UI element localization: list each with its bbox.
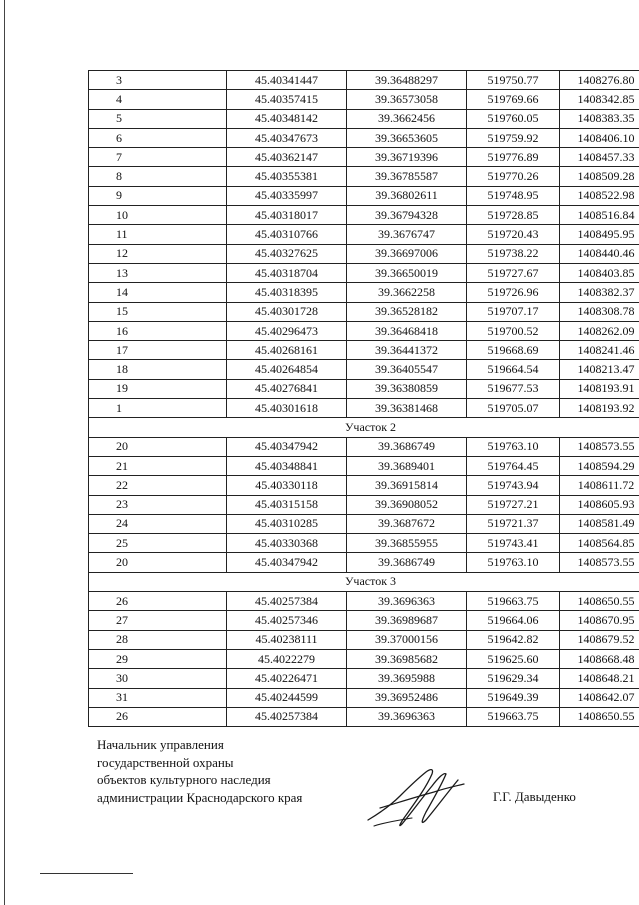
longitude-cell: 39.3686749 [347, 553, 467, 572]
latitude-cell: 45.40315158 [227, 495, 347, 514]
latitude-cell: 45.40330118 [227, 476, 347, 495]
longitude-cell: 39.36952486 [347, 688, 467, 707]
table-row [89, 225, 639, 244]
x-coordinate-cell: 519664.54 [467, 360, 560, 379]
point-number-cell: 12 [89, 244, 227, 263]
latitude-cell: 45.40301618 [227, 399, 347, 418]
x-coordinate-cell: 519663.75 [467, 592, 560, 611]
latitude-cell: 45.40257384 [227, 707, 347, 726]
table-row [89, 534, 639, 553]
table-row [89, 495, 639, 514]
y-coordinate-cell: 1408457.33 [560, 148, 639, 167]
y-coordinate-cell: 1408650.55 [560, 592, 639, 611]
position-line-3: объектов культурного наследия [97, 772, 271, 787]
y-coordinate-cell: 1408648.21 [560, 669, 639, 688]
point-number-cell: 11 [89, 225, 227, 244]
latitude-cell: 45.40310766 [227, 225, 347, 244]
x-coordinate-cell: 519642.82 [467, 630, 560, 649]
x-coordinate-cell: 519743.94 [467, 476, 560, 495]
point-number-cell: 13 [89, 263, 227, 282]
longitude-cell: 39.36794328 [347, 206, 467, 225]
latitude-cell: 45.40348142 [227, 109, 347, 128]
y-coordinate-cell: 1408573.55 [560, 437, 639, 456]
y-coordinate-cell: 1408276.80 [560, 71, 639, 90]
point-number-cell: 29 [89, 649, 227, 668]
longitude-cell: 39.36468418 [347, 321, 467, 340]
latitude-cell: 45.40238111 [227, 630, 347, 649]
x-coordinate-cell: 519763.10 [467, 437, 560, 456]
point-number-cell: 4 [89, 90, 227, 109]
table-row [89, 514, 639, 533]
x-coordinate-cell: 519769.66 [467, 90, 560, 109]
point-number-cell: 14 [89, 283, 227, 302]
point-number-cell: 5 [89, 109, 227, 128]
x-coordinate-cell: 519760.05 [467, 109, 560, 128]
x-coordinate-cell: 519649.39 [467, 688, 560, 707]
point-number-cell: 28 [89, 630, 227, 649]
longitude-cell: 39.3662456 [347, 109, 467, 128]
longitude-cell: 39.36802611 [347, 186, 467, 205]
position-line-4: администрации Краснодарского края [97, 789, 303, 805]
x-coordinate-cell: 519720.43 [467, 225, 560, 244]
y-coordinate-cell: 1408406.10 [560, 128, 639, 147]
table-row [89, 437, 639, 456]
table-row [89, 341, 639, 360]
table-row [89, 244, 639, 263]
latitude-cell: 45.40264854 [227, 360, 347, 379]
point-number-cell: 22 [89, 476, 227, 495]
longitude-cell: 39.36573058 [347, 90, 467, 109]
table-row [89, 109, 639, 128]
point-number-cell: 26 [89, 592, 227, 611]
longitude-cell: 39.3686749 [347, 437, 467, 456]
point-number-cell: 24 [89, 514, 227, 533]
point-number-cell: 8 [89, 167, 227, 186]
x-coordinate-cell: 519759.92 [467, 128, 560, 147]
table-row [89, 302, 639, 321]
x-coordinate-cell: 519707.17 [467, 302, 560, 321]
table-row [89, 128, 639, 147]
table-row [89, 476, 639, 495]
latitude-cell: 45.40347942 [227, 437, 347, 456]
x-coordinate-cell: 519776.89 [467, 148, 560, 167]
table-row [89, 553, 639, 572]
section-label: Участок 2 [89, 418, 639, 437]
longitude-cell: 39.36405547 [347, 360, 467, 379]
y-coordinate-cell: 1408193.91 [560, 379, 639, 398]
latitude-cell: 45.40348841 [227, 456, 347, 475]
x-coordinate-cell: 519728.85 [467, 206, 560, 225]
y-coordinate-cell: 1408581.49 [560, 514, 639, 533]
longitude-cell: 39.36653605 [347, 128, 467, 147]
x-coordinate-cell: 519748.95 [467, 186, 560, 205]
latitude-cell: 45.40355381 [227, 167, 347, 186]
latitude-cell: 45.40357415 [227, 90, 347, 109]
table-row [89, 360, 639, 379]
point-number-cell: 27 [89, 611, 227, 630]
table-row [89, 592, 639, 611]
y-coordinate-cell: 1408650.55 [560, 707, 639, 726]
y-coordinate-cell: 1408509.28 [560, 167, 639, 186]
longitude-cell: 39.36855955 [347, 534, 467, 553]
table-row [89, 71, 639, 90]
y-coordinate-cell: 1408516.84 [560, 206, 639, 225]
longitude-cell: 39.36989687 [347, 611, 467, 630]
point-number-cell: 3 [89, 71, 227, 90]
y-coordinate-cell: 1408668.48 [560, 649, 639, 668]
longitude-cell: 39.36785587 [347, 167, 467, 186]
latitude-cell: 45.40301728 [227, 302, 347, 321]
y-coordinate-cell: 1408403.85 [560, 263, 639, 282]
longitude-cell: 39.3676747 [347, 225, 467, 244]
latitude-cell: 45.40244599 [227, 688, 347, 707]
y-coordinate-cell: 1408213.47 [560, 360, 639, 379]
y-coordinate-cell: 1408342.85 [560, 90, 639, 109]
section-header-row [89, 418, 639, 437]
x-coordinate-cell: 519726.96 [467, 283, 560, 302]
scan-edge-bottom [40, 873, 133, 874]
point-number-cell: 26 [89, 707, 227, 726]
section-header-row [89, 572, 639, 591]
point-number-cell: 7 [89, 148, 227, 167]
table-row [89, 456, 639, 475]
longitude-cell: 39.36441372 [347, 341, 467, 360]
point-number-cell: 20 [89, 437, 227, 456]
y-coordinate-cell: 1408495.95 [560, 225, 639, 244]
x-coordinate-cell: 519663.75 [467, 707, 560, 726]
table-row [89, 649, 639, 668]
x-coordinate-cell: 519727.67 [467, 263, 560, 282]
latitude-cell: 45.40310285 [227, 514, 347, 533]
longitude-cell: 39.3695988 [347, 669, 467, 688]
position-line-1: Начальник управления [97, 737, 224, 752]
table-row [89, 186, 639, 205]
table-row [89, 630, 639, 649]
x-coordinate-cell: 519727.21 [467, 495, 560, 514]
y-coordinate-cell: 1408440.46 [560, 244, 639, 263]
y-coordinate-cell: 1408522.98 [560, 186, 639, 205]
point-number-cell: 15 [89, 302, 227, 321]
y-coordinate-cell: 1408642.07 [560, 688, 639, 707]
latitude-cell: 45.40327625 [227, 244, 347, 263]
signatory-name: Г.Г. Давыденко [493, 789, 576, 804]
table-row [89, 707, 639, 726]
latitude-cell: 45.40335997 [227, 186, 347, 205]
point-number-cell: 10 [89, 206, 227, 225]
longitude-cell: 39.3662258 [347, 283, 467, 302]
x-coordinate-cell: 519764.45 [467, 456, 560, 475]
x-coordinate-cell: 519629.34 [467, 669, 560, 688]
latitude-cell: 45.40268161 [227, 341, 347, 360]
point-number-cell: 31 [89, 688, 227, 707]
coordinates-table [88, 70, 639, 727]
longitude-cell: 39.36985682 [347, 649, 467, 668]
x-coordinate-cell: 519770.26 [467, 167, 560, 186]
x-coordinate-cell: 519625.60 [467, 649, 560, 668]
y-coordinate-cell: 1408670.95 [560, 611, 639, 630]
longitude-cell: 39.36719396 [347, 148, 467, 167]
point-number-cell: 18 [89, 360, 227, 379]
y-coordinate-cell: 1408382.37 [560, 283, 639, 302]
longitude-cell: 39.3689401 [347, 456, 467, 475]
point-number-cell: 9 [89, 186, 227, 205]
x-coordinate-cell: 519763.10 [467, 553, 560, 572]
point-number-cell: 25 [89, 534, 227, 553]
x-coordinate-cell: 519705.07 [467, 399, 560, 418]
table-row [89, 283, 639, 302]
longitude-cell: 39.37000156 [347, 630, 467, 649]
longitude-cell: 39.3696363 [347, 707, 467, 726]
table-row [89, 167, 639, 186]
y-coordinate-cell: 1408383.35 [560, 109, 639, 128]
x-coordinate-cell: 519721.37 [467, 514, 560, 533]
latitude-cell: 45.40347673 [227, 128, 347, 147]
x-coordinate-cell: 519738.22 [467, 244, 560, 263]
table-row [89, 669, 639, 688]
latitude-cell: 45.40318395 [227, 283, 347, 302]
point-number-cell: 30 [89, 669, 227, 688]
longitude-cell: 39.36528182 [347, 302, 467, 321]
longitude-cell: 39.36380859 [347, 379, 467, 398]
table-row [89, 206, 639, 225]
table-row [89, 399, 639, 418]
table-row [89, 90, 639, 109]
y-coordinate-cell: 1408308.78 [560, 302, 639, 321]
scan-edge-left [4, 0, 5, 905]
x-coordinate-cell: 519677.53 [467, 379, 560, 398]
y-coordinate-cell: 1408573.55 [560, 553, 639, 572]
table-row [89, 263, 639, 282]
point-number-cell: 20 [89, 553, 227, 572]
x-coordinate-cell: 519743.41 [467, 534, 560, 553]
latitude-cell: 45.40330368 [227, 534, 347, 553]
y-coordinate-cell: 1408262.09 [560, 321, 639, 340]
point-number-cell: 16 [89, 321, 227, 340]
x-coordinate-cell: 519750.77 [467, 71, 560, 90]
table-row [89, 611, 639, 630]
y-coordinate-cell: 1408611.72 [560, 476, 639, 495]
longitude-cell: 39.3696363 [347, 592, 467, 611]
point-number-cell: 1 [89, 399, 227, 418]
latitude-cell: 45.40318017 [227, 206, 347, 225]
latitude-cell: 45.40318704 [227, 263, 347, 282]
x-coordinate-cell: 519664.06 [467, 611, 560, 630]
longitude-cell: 39.36650019 [347, 263, 467, 282]
longitude-cell: 39.36488297 [347, 71, 467, 90]
y-coordinate-cell: 1408605.93 [560, 495, 639, 514]
table-row [89, 148, 639, 167]
table-row [89, 688, 639, 707]
table-row [89, 321, 639, 340]
longitude-cell: 39.36697006 [347, 244, 467, 263]
position-line-2: государственной охраны [97, 754, 234, 770]
latitude-cell: 45.40276841 [227, 379, 347, 398]
longitude-cell: 39.36915814 [347, 476, 467, 495]
point-number-cell: 23 [89, 495, 227, 514]
latitude-cell: 45.40257384 [227, 592, 347, 611]
point-number-cell: 21 [89, 456, 227, 475]
latitude-cell: 45.40347942 [227, 553, 347, 572]
point-number-cell: 17 [89, 341, 227, 360]
y-coordinate-cell: 1408594.29 [560, 456, 639, 475]
longitude-cell: 39.36908052 [347, 495, 467, 514]
latitude-cell: 45.40257346 [227, 611, 347, 630]
signatory-position [97, 736, 302, 806]
table-row [89, 379, 639, 398]
handwritten-signature [360, 762, 470, 834]
longitude-cell: 39.36381468 [347, 399, 467, 418]
x-coordinate-cell: 519668.69 [467, 341, 560, 360]
y-coordinate-cell: 1408564.85 [560, 534, 639, 553]
latitude-cell: 45.40226471 [227, 669, 347, 688]
latitude-cell: 45.40341447 [227, 71, 347, 90]
point-number-cell: 6 [89, 128, 227, 147]
latitude-cell: 45.40362147 [227, 148, 347, 167]
x-coordinate-cell: 519700.52 [467, 321, 560, 340]
longitude-cell: 39.3687672 [347, 514, 467, 533]
y-coordinate-cell: 1408193.92 [560, 399, 639, 418]
point-number-cell: 19 [89, 379, 227, 398]
latitude-cell: 45.4022279 [227, 649, 347, 668]
latitude-cell: 45.40296473 [227, 321, 347, 340]
section-label: Участок 3 [89, 572, 639, 591]
y-coordinate-cell: 1408679.52 [560, 630, 639, 649]
coordinates-table-body [89, 71, 639, 727]
y-coordinate-cell: 1408241.46 [560, 341, 639, 360]
